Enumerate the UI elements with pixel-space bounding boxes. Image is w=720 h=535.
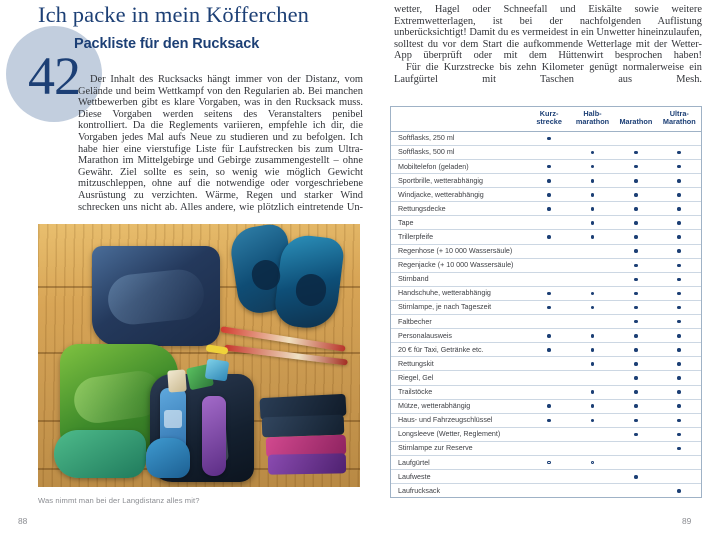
left-body-paragraph: Der Inhalt des Rucksacks hängt immer von der Distanz, vom Gelände und beim Wettkampf von den Regularien ab. Bei manchen Wettbewerben gibt es klare Vorgaben, was in den Rucksack muss. Diese Vorgaben werden seitens des Veranstalters penibel kontrolliert. Da die Reglements variieren, empfehle ich dir, die Vorgaben jedes Mal aufs Neue zu studieren und zu befolgen. Ich habe hier eine vierstufige Liste für Laufstrecken bis zum Ultra-Marathon im Mittelgebirge und Gebirge zusammengestellt – ohne Gewähr. Ziel sollte es sein, so wenig wie möglich Gewicht mitzuschleppen, ohne auf die notwendige oder vorgeschriebene Ausrüstung zu verzichten. Wärme, Regen und starker Wind schrecken uns nicht ab. Alles andere, wie plötzlich eintretende Un-	[78, 74, 363, 213]
packlist-cell-halbmarathon	[571, 357, 614, 371]
packlist-cell-halbmarathon	[571, 385, 614, 399]
filled-dot-icon	[547, 165, 551, 169]
filled-dot-icon	[634, 348, 638, 352]
packlist-cell-ultramarathon	[658, 413, 701, 427]
small-packet	[205, 359, 230, 382]
table-row	[391, 413, 701, 427]
packlist-cell-halbmarathon	[571, 329, 614, 343]
filled-dot-icon	[634, 151, 638, 155]
filled-dot-icon	[634, 404, 638, 408]
packlist-cell-halbmarathon	[571, 160, 614, 174]
table-row	[391, 300, 701, 314]
header-line-1: Halb-	[583, 109, 602, 118]
packlist-cell-kurzstrecke	[527, 470, 570, 484]
packlist-cell-halbmarathon	[571, 202, 614, 216]
packlist-cell-ultramarathon	[658, 455, 701, 469]
packlist-cell-marathon	[614, 216, 657, 230]
filled-dot-icon	[591, 165, 595, 169]
chapter-number: 42	[28, 46, 80, 106]
column-header-halbmarathon	[571, 107, 614, 131]
packlist-cell-kurzstrecke	[527, 286, 570, 300]
packlist-cell-ultramarathon	[658, 371, 701, 385]
column-header-marathon	[614, 107, 657, 131]
packlist-cell-halbmarathon	[571, 470, 614, 484]
filled-dot-icon	[634, 390, 638, 394]
packlist-cell-halbmarathon	[571, 230, 614, 244]
filled-dot-icon	[547, 334, 551, 338]
packlist-cell-marathon	[614, 160, 657, 174]
filled-dot-icon	[634, 193, 638, 197]
packlist-cell-kurzstrecke	[527, 258, 570, 272]
packlist-cell-kurzstrecke	[527, 413, 570, 427]
packlist-cell-ultramarathon	[658, 343, 701, 357]
packlist-table	[391, 107, 701, 497]
packlist-cell-halbmarathon	[571, 484, 614, 498]
packlist-table-container	[390, 106, 702, 498]
filled-dot-icon	[677, 165, 681, 169]
packlist-cell-kurzstrecke	[527, 329, 570, 343]
filled-dot-icon	[634, 419, 638, 423]
table-row	[391, 455, 701, 469]
filled-dot-icon	[591, 306, 595, 310]
filled-dot-icon	[591, 390, 595, 394]
packlist-item-label: Laufweste	[391, 470, 527, 484]
filled-dot-icon	[634, 475, 638, 479]
filled-dot-icon	[634, 221, 638, 225]
table-row	[391, 160, 701, 174]
table-row	[391, 371, 701, 385]
filled-dot-icon	[634, 362, 638, 366]
packlist-item-label: Haus- und Fahrzeugschlüssel	[391, 413, 527, 427]
packlist-table-body	[391, 131, 701, 497]
packlist-cell-ultramarathon	[658, 286, 701, 300]
filled-dot-icon	[677, 419, 681, 423]
packlist-item-label: Trailstöcke	[391, 385, 527, 399]
filled-dot-icon	[591, 334, 595, 338]
packlist-cell-kurzstrecke	[527, 399, 570, 413]
packlist-item-label: Trillerpfeife	[391, 230, 527, 244]
filled-dot-icon	[677, 151, 681, 155]
flask-label	[164, 410, 182, 428]
packlist-cell-marathon	[614, 300, 657, 314]
filled-dot-icon	[677, 447, 681, 451]
packlist-item-label: Tape	[391, 216, 527, 230]
packlist-cell-kurzstrecke	[527, 131, 570, 145]
hollow-circle-icon	[591, 461, 595, 465]
table-row	[391, 329, 701, 343]
page-title: Ich packe in mein Köfferchen	[38, 2, 310, 27]
packlist-cell-kurzstrecke	[527, 371, 570, 385]
header-line-2: strecke	[536, 117, 562, 127]
packlist-cell-kurzstrecke	[527, 315, 570, 329]
energy-bar-purple	[268, 453, 346, 474]
packlist-cell-marathon	[614, 413, 657, 427]
table-row	[391, 399, 701, 413]
packlist-item-label: Softflasks, 500 ml	[391, 145, 527, 159]
header-line-2: marathon	[575, 117, 610, 127]
filled-dot-icon	[677, 221, 681, 225]
page-subtitle: Packliste für den Rucksack	[74, 36, 260, 52]
packlist-cell-halbmarathon	[571, 399, 614, 413]
packlist-cell-halbmarathon	[571, 315, 614, 329]
packlist-cell-marathon	[614, 441, 657, 455]
packlist-cell-marathon	[614, 258, 657, 272]
packlist-cell-marathon	[614, 399, 657, 413]
filled-dot-icon	[591, 292, 595, 296]
packlist-cell-ultramarathon	[658, 174, 701, 188]
packlist-cell-ultramarathon	[658, 441, 701, 455]
packlist-cell-ultramarathon	[658, 357, 701, 371]
packlist-cell-halbmarathon	[571, 441, 614, 455]
filled-dot-icon	[591, 362, 595, 366]
header-line-1: Kurz-	[539, 109, 559, 118]
packlist-cell-kurzstrecke	[527, 244, 570, 258]
filled-dot-icon	[677, 193, 681, 197]
soft-flask-purple	[202, 396, 226, 476]
filled-dot-icon	[591, 235, 595, 239]
packlist-cell-ultramarathon	[658, 385, 701, 399]
packlist-item-label: Windjacke, wetterabhängig	[391, 188, 527, 202]
packlist-cell-marathon	[614, 174, 657, 188]
filled-dot-icon	[591, 348, 595, 352]
packlist-item-label: Softflasks, 250 ml	[391, 131, 527, 145]
packlist-cell-marathon	[614, 188, 657, 202]
packlist-item-label: Faltbecher	[391, 315, 527, 329]
table-row	[391, 470, 701, 484]
packlist-cell-kurzstrecke	[527, 357, 570, 371]
blue-buff-cap	[146, 438, 190, 478]
filled-dot-icon	[634, 207, 638, 211]
filled-dot-icon	[634, 292, 638, 296]
filled-dot-icon	[677, 306, 681, 310]
packlist-cell-kurzstrecke	[527, 441, 570, 455]
packlist-cell-ultramarathon	[658, 131, 701, 145]
filled-dot-icon	[547, 179, 551, 183]
packlist-cell-ultramarathon	[658, 216, 701, 230]
packlist-cell-marathon	[614, 230, 657, 244]
packlist-cell-ultramarathon	[658, 470, 701, 484]
packlist-item-label: Rettungskit	[391, 357, 527, 371]
packlist-cell-ultramarathon	[658, 300, 701, 314]
photo-caption: Was nimmt man bei der Langdistanz alles mit?	[38, 496, 200, 505]
packlist-item-label: Stirnlampe, je nach Tageszeit	[391, 300, 527, 314]
packlist-item-label: Laufrucksack	[398, 486, 441, 495]
packlist-cell-halbmarathon	[571, 343, 614, 357]
packlist-cell-halbmarathon	[571, 455, 614, 469]
filled-dot-icon	[677, 489, 681, 493]
packlist-cell-halbmarathon	[571, 174, 614, 188]
packlist-cell-kurzstrecke	[527, 385, 570, 399]
packlist-cell-marathon	[614, 427, 657, 441]
packlist-item-label: Riegel, Gel	[391, 371, 527, 385]
table-row	[391, 272, 701, 286]
table-row	[391, 174, 701, 188]
packlist-item-label: Longsleeve (Wetter, Reglement)	[391, 427, 527, 441]
filled-dot-icon	[677, 264, 681, 268]
filled-dot-icon	[677, 433, 681, 437]
filled-dot-icon	[677, 334, 681, 338]
packlist-cell-ultramarathon	[658, 188, 701, 202]
packlist-cell-kurzstrecke	[527, 484, 570, 498]
filled-dot-icon	[591, 193, 595, 197]
filled-dot-icon	[591, 151, 595, 155]
packlist-cell-kurzstrecke	[527, 230, 570, 244]
packlist-cell-ultramarathon	[658, 258, 701, 272]
packlist-cell-marathon	[614, 357, 657, 371]
table-row	[391, 188, 701, 202]
table-row	[391, 441, 701, 455]
packlist-cell-kurzstrecke	[527, 174, 570, 188]
header-line-2: Marathon	[662, 117, 696, 127]
right-body-paragraph-2: Für die Kurzstrecke bis zehn Kilometer genügt normalerweise ein Laufgürtel mit Taschen aus Mesh.	[394, 61, 702, 85]
column-header-kurzstrecke	[527, 107, 570, 131]
packlist-item-label: Stirnband	[391, 272, 527, 286]
packlist-cell-halbmarathon	[571, 258, 614, 272]
packlist-cell-kurzstrecke	[527, 160, 570, 174]
packlist-cell-marathon	[614, 244, 657, 258]
packlist-item-label: Mobiltelefon (geladen)	[391, 160, 527, 174]
packlist-cell-halbmarathon	[571, 272, 614, 286]
filled-dot-icon	[547, 137, 551, 141]
table-header-row	[391, 107, 701, 131]
packlist-cell-marathon	[614, 385, 657, 399]
packlist-cell-halbmarathon	[571, 145, 614, 159]
filled-dot-icon	[547, 207, 551, 211]
packlist-cell-marathon	[614, 145, 657, 159]
filled-dot-icon	[677, 320, 681, 324]
filled-dot-icon	[634, 334, 638, 338]
small-packet	[167, 369, 186, 392]
left-body-text	[78, 74, 363, 213]
filled-dot-icon	[547, 348, 551, 352]
filled-dot-icon	[677, 179, 681, 183]
table-row	[391, 131, 701, 145]
packlist-cell-halbmarathon	[571, 286, 614, 300]
table-row	[391, 315, 701, 329]
packlist-item-label: Regenhose (+ 10 000 Wassersäule)	[391, 244, 527, 258]
packlist-cell-halbmarathon	[571, 371, 614, 385]
filled-dot-icon	[634, 264, 638, 268]
packlist-item-label: Handschuhe, wetterabhängig	[391, 286, 527, 300]
packlist-item-label: 20 € für Taxi, Getränke etc.	[391, 343, 527, 357]
header-line-2: Marathon	[619, 117, 653, 127]
packlist-cell-kurzstrecke	[527, 202, 570, 216]
packlist-cell-ultramarathon	[658, 484, 701, 498]
filled-dot-icon	[677, 376, 681, 380]
gear-photo	[38, 224, 360, 487]
packlist-cell-kurzstrecke	[527, 188, 570, 202]
packlist-cell-marathon	[614, 315, 657, 329]
packlist-item-label: Sportbrille, wetterabhängig	[391, 174, 527, 188]
filled-dot-icon	[547, 306, 551, 310]
filled-dot-icon	[677, 235, 681, 239]
filled-dot-icon	[634, 235, 638, 239]
packlist-table-head	[391, 107, 701, 131]
packlist-item-label: Mütze, wetterabhängig	[391, 399, 527, 413]
packlist-cell-halbmarathon	[571, 244, 614, 258]
packlist-cell-marathon	[614, 343, 657, 357]
packlist-item-label: Rettungsdecke	[391, 202, 527, 216]
hollow-circle-icon	[547, 461, 551, 465]
table-row	[391, 216, 701, 230]
right-page	[372, 0, 720, 535]
filled-dot-icon	[547, 235, 551, 239]
table-row	[391, 385, 701, 399]
filled-dot-icon	[547, 292, 551, 296]
right-body-paragraph-1: wetter, Hagel oder Schneefall und Eiskälte sowie weitere Extremwetterlagen, ist bei der nachfolgenden Auflistung unberücksichtigt! Damit du es vermeidest in ein Unwetter hineinzulaufen, solltest du vor dem Start die aufkommende Wetterlage mit der Wetter-App überprüft oder mit dem Hüttenwirt besprochen haben!	[394, 4, 702, 62]
filled-dot-icon	[591, 221, 595, 225]
packlist-cell-ultramarathon	[658, 230, 701, 244]
table-row	[391, 286, 701, 300]
packlist-cell-kurzstrecke	[527, 272, 570, 286]
packlist-cell-marathon	[614, 470, 657, 484]
table-row	[391, 230, 701, 244]
packlist-cell-ultramarathon	[658, 272, 701, 286]
table-row	[391, 343, 701, 357]
filled-dot-icon	[634, 249, 638, 253]
page-number-left: 88	[18, 516, 28, 526]
packlist-cell-halbmarathon	[571, 300, 614, 314]
table-row	[391, 427, 701, 441]
column-header-item	[391, 107, 527, 131]
packlist-cell-ultramarathon	[658, 315, 701, 329]
packlist-cell-ultramarathon	[658, 160, 701, 174]
header-line-1: Ultra-	[669, 109, 689, 118]
packlist-item-label: Laufgürtel	[391, 455, 527, 469]
packlist-cell-ultramarathon	[658, 427, 701, 441]
filled-dot-icon	[677, 278, 681, 282]
packlist-cell-kurzstrecke	[527, 145, 570, 159]
filled-dot-icon	[547, 193, 551, 197]
packlist-cell-ultramarathon	[658, 244, 701, 258]
filled-dot-icon	[634, 376, 638, 380]
packlist-cell-marathon	[614, 329, 657, 343]
packlist-cell-kurzstrecke	[527, 455, 570, 469]
packlist-item-label: Regenjacke (+ 10 000 Wassersäule)	[391, 258, 527, 272]
page-number-right: 89	[682, 516, 692, 526]
packlist-cell-kurzstrecke	[527, 216, 570, 230]
filled-dot-icon	[634, 179, 638, 183]
packlist-cell-ultramarathon	[658, 202, 701, 216]
packlist-cell-marathon	[614, 202, 657, 216]
filled-dot-icon	[591, 179, 595, 183]
packlist-cell-marathon	[614, 484, 657, 498]
filled-dot-icon	[634, 433, 638, 437]
packlist-cell-marathon	[614, 455, 657, 469]
packlist-item-label: Personalausweis	[391, 329, 527, 343]
table-row	[391, 258, 701, 272]
packlist-cell-marathon	[614, 131, 657, 145]
packlist-cell-ultramarathon	[658, 329, 701, 343]
packlist-cell-kurzstrecke	[527, 343, 570, 357]
filled-dot-icon	[634, 320, 638, 324]
packlist-cell-marathon	[614, 272, 657, 286]
filled-dot-icon	[591, 404, 595, 408]
filled-dot-icon	[677, 292, 681, 296]
filled-dot-icon	[547, 404, 551, 408]
filled-dot-icon	[634, 306, 638, 310]
filled-dot-icon	[591, 207, 595, 211]
packlist-cell-halbmarathon	[571, 188, 614, 202]
packlist-cell-marathon	[614, 286, 657, 300]
filled-dot-icon	[677, 348, 681, 352]
filled-dot-icon	[677, 362, 681, 366]
filled-dot-icon	[677, 207, 681, 211]
table-row	[391, 202, 701, 216]
table-row	[391, 484, 701, 498]
packlist-cell-halbmarathon	[571, 413, 614, 427]
packlist-cell-halbmarathon	[571, 131, 614, 145]
packlist-cell-halbmarathon	[571, 216, 614, 230]
filled-dot-icon	[677, 404, 681, 408]
filled-dot-icon	[677, 390, 681, 394]
packlist-item-label: Stirnlampe zur Reserve	[391, 441, 527, 455]
filled-dot-icon	[591, 419, 595, 423]
energy-gel-pack	[262, 415, 345, 438]
teal-stuffsack	[54, 430, 146, 478]
column-header-ultramarathon	[658, 107, 701, 131]
filled-dot-icon	[547, 419, 551, 423]
filled-dot-icon	[634, 278, 638, 282]
table-row	[391, 357, 701, 371]
table-row	[391, 244, 701, 258]
filled-dot-icon	[634, 165, 638, 169]
packlist-cell-kurzstrecke	[527, 300, 570, 314]
table-row	[391, 145, 701, 159]
right-body-text	[394, 4, 702, 85]
packlist-cell-ultramarathon	[658, 399, 701, 413]
packlist-cell-halbmarathon	[571, 427, 614, 441]
packlist-cell-kurzstrecke	[527, 427, 570, 441]
packlist-cell-marathon	[614, 371, 657, 385]
packlist-cell-ultramarathon	[658, 145, 701, 159]
filled-dot-icon	[677, 249, 681, 253]
